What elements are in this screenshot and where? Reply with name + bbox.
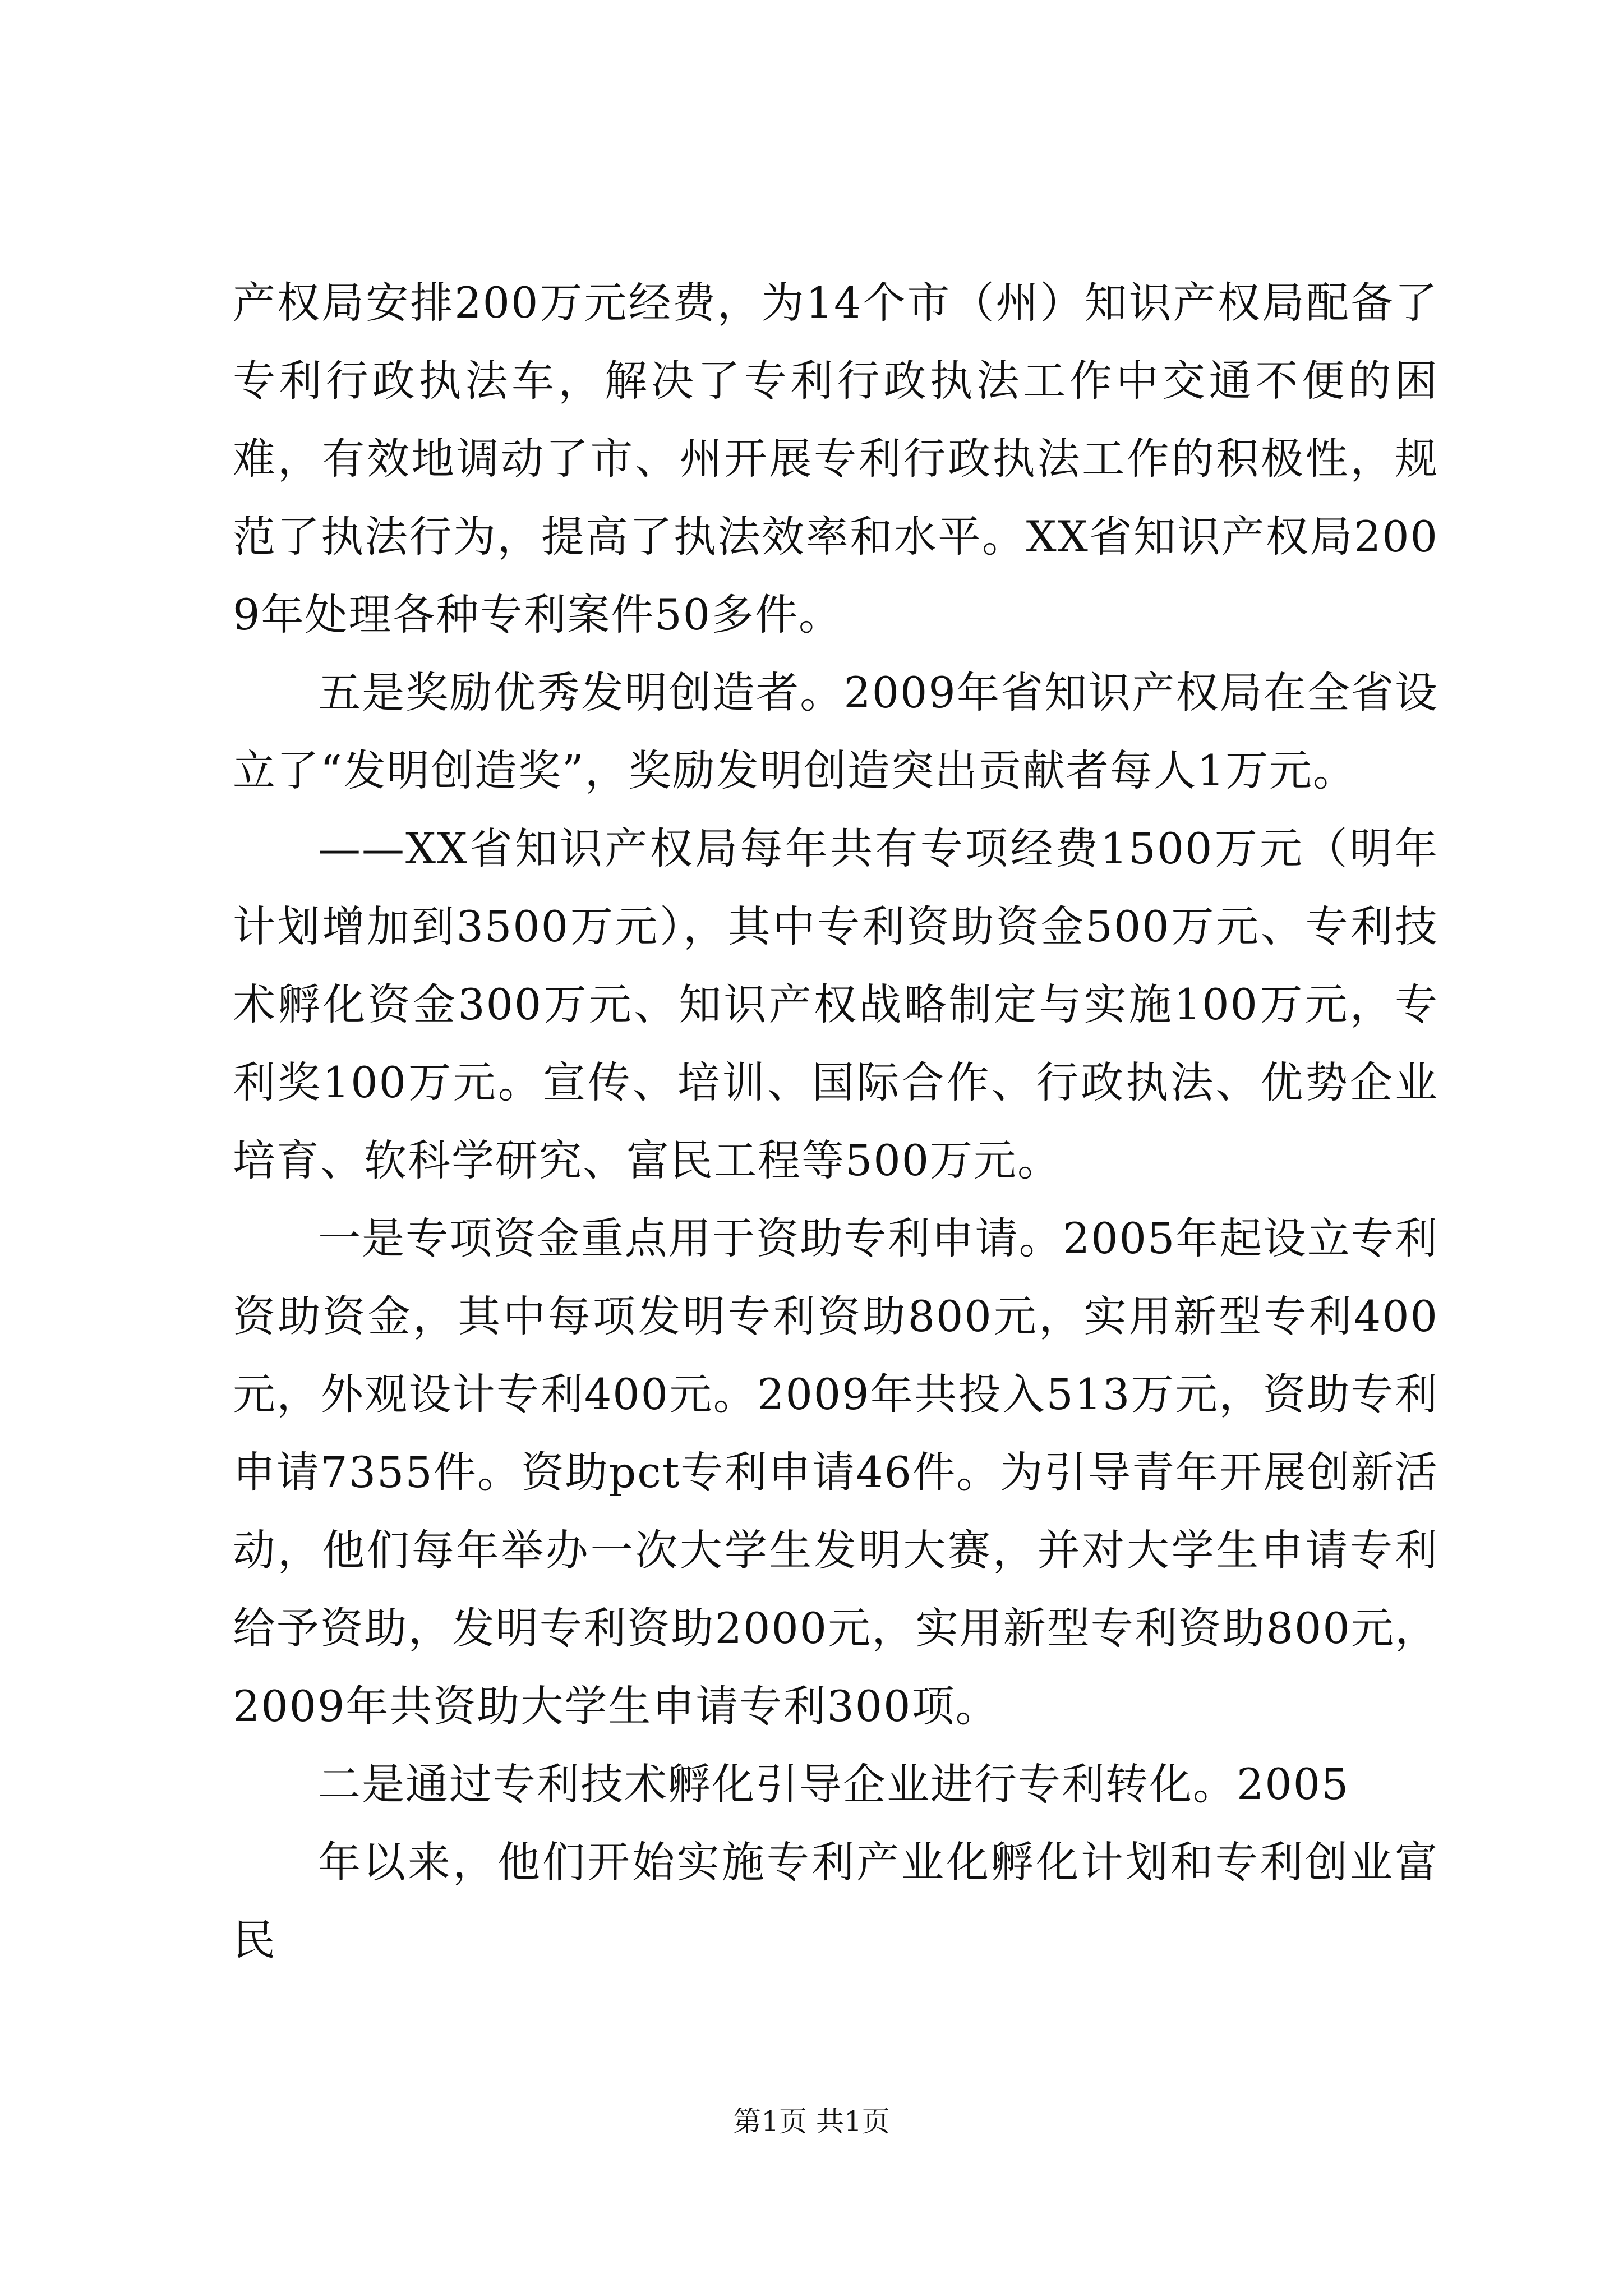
- paragraph-6: 年以来，他们开始实施专利产业化孵化计划和专利创业富民: [233, 1837, 1438, 1965]
- paragraph-2: 五是奖励优秀发明创造者。2009年省知识产权局在全省设立了“发明创造奖”，奖励发明创造突出贡献者每人1万元。: [233, 668, 1438, 795]
- page-number-footer: 第1页 共1页: [733, 2105, 890, 2138]
- paragraph-3: ——XX省知识产权局每年共有专项经费1500万元（明年计划增加到3500万元），其中专利资助资金500万元、专利技术孵化资金300万元、知识产权战略制定与实施100万元，专利奖100万元。宣传、培训、国际合作、行政执法、优势企业培育、软科学研究、富民工程等500万元。: [233, 823, 1438, 1185]
- paragraph-1: 产权局安排200万元经费，为14个市（州）知识产权局配备了专利行政执法车，解决了专利行政执法工作中交通不便的困难，有效地调动了市、州开展专利行政执法工作的积极性，规范了执法行为，提高了执法效率和水平。XX省知识产权局2009年处理各种专利案件50多件。: [233, 278, 1438, 639]
- paragraph-4: 一是专项资金重点用于资助专利申请。2005年起设立专利资助资金，其中每项发明专利资助800元，实用新型专利400元，外观设计专利400元。2009年共投入513万元，资助专利申请7355件。资助pct专利申请46件。为引导青年开展创新活动，他们每年举办一次大学生发明大赛，并对大学生申请专利给予资助，发明专利资助2000元，实用新型专利资助800元，2009年共资助大学生申请专利300项。: [233, 1213, 1438, 1731]
- paragraph-5: 二是通过专利技术孵化引导企业进行专利转化。2005: [318, 1759, 1350, 1809]
- document-body: [233, 264, 1438, 1979]
